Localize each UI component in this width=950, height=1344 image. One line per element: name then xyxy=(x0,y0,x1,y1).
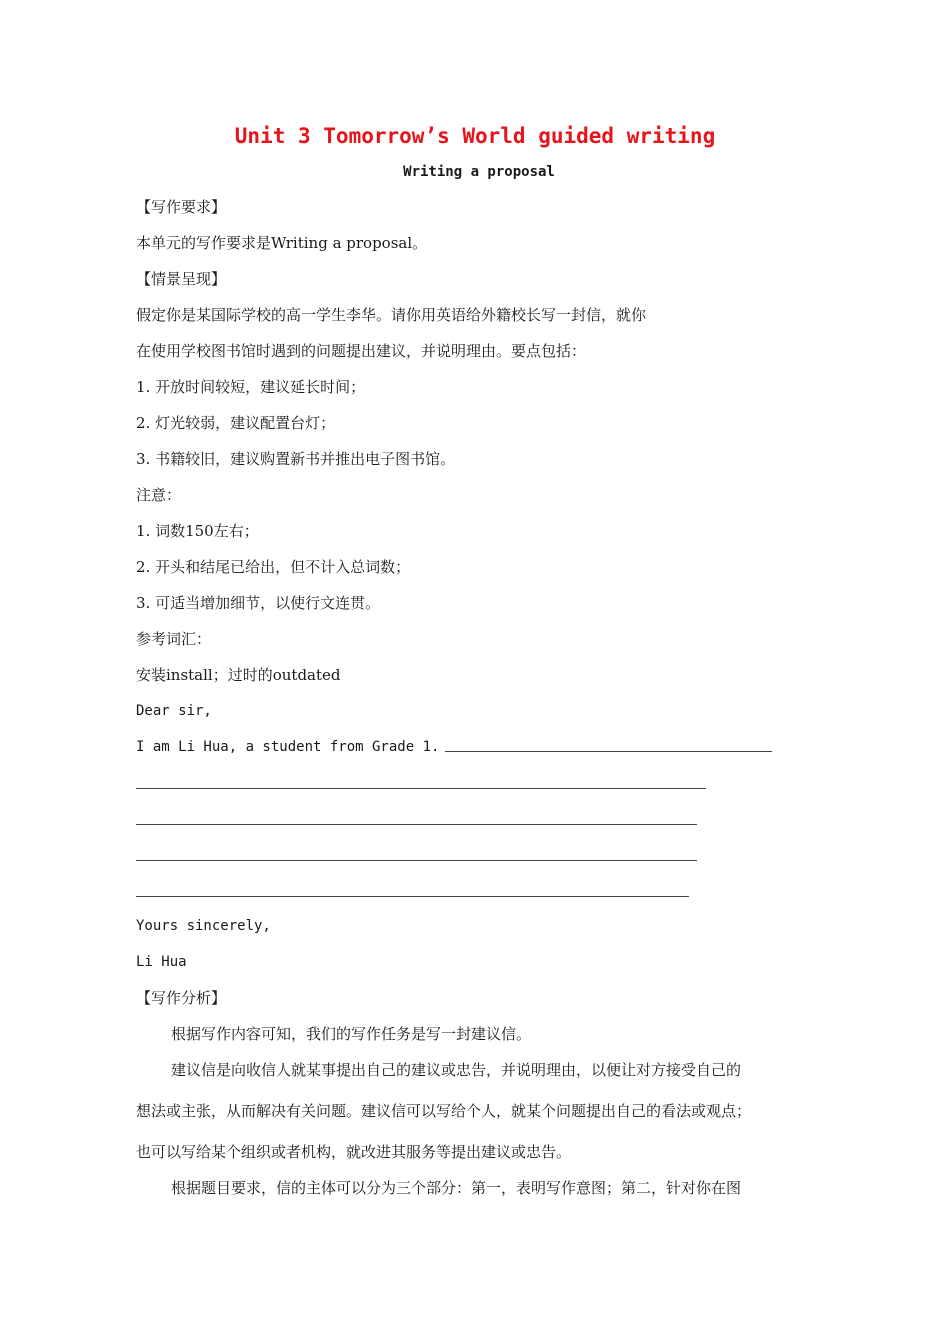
answer-blank-line[interactable] xyxy=(136,824,697,825)
letter-closing: Yours sincerely, xyxy=(136,918,271,934)
letter-opening: I am Li Hua, a student from Grade 1. xyxy=(136,739,440,755)
answer-blank-line[interactable] xyxy=(136,860,697,861)
point-item: 2. 灯光较弱，建议配置台灯； xyxy=(136,414,336,432)
point-item: 1. 开放时间较短，建议延长时间； xyxy=(136,378,366,396)
point-item: 3. 书籍较旧，建议购置新书并推出电子图书馆。 xyxy=(136,450,456,468)
analysis-paragraph-line: 也可以写给某个组织或者机构，就改进其服务等提出建议或忠告。 xyxy=(136,1143,572,1161)
letter-signature: Li Hua xyxy=(136,954,187,970)
requirement-text: 本单元的写作要求是Writing a proposal。 xyxy=(136,234,428,252)
note-item: 1. 词数150左右； xyxy=(136,522,259,540)
scenario-text-line: 假定你是某国际学校的高一学生李华。请你用英语给外籍校长写一封信，就你 xyxy=(136,306,647,324)
scenario-text-line: 在使用学校图书馆时遇到的问题提出建议，并说明理由。要点包括： xyxy=(136,342,587,360)
note-heading: 注意： xyxy=(136,486,182,504)
analysis-paragraph-line: 想法或主张，从而解决有关问题。建议信可以写给个人，就某个问题提出自己的看法或观点； xyxy=(136,1102,752,1120)
vocabulary-line: 安装install；过时的outdated xyxy=(136,666,341,684)
letter-salutation: Dear sir, xyxy=(136,703,212,719)
analysis-paragraph: 根据写作内容可知，我们的写作任务是写一封建议信。 xyxy=(171,1025,532,1043)
vocabulary-heading: 参考词汇： xyxy=(136,630,212,648)
answer-blank-line[interactable] xyxy=(136,788,706,789)
answer-blank-line[interactable] xyxy=(136,896,689,897)
answer-blank-line[interactable] xyxy=(445,751,772,752)
note-item: 3. 可适当增加细节，以使行文连贯。 xyxy=(136,594,381,612)
analysis-heading: 【写作分析】 xyxy=(136,989,227,1007)
analysis-paragraph: 根据题目要求，信的主体可以分为三个部分：第一，表明写作意图；第二，针对你在图 xyxy=(171,1179,742,1197)
scenario-heading: 【情景呈现】 xyxy=(136,270,227,288)
requirement-heading: 【写作要求】 xyxy=(136,198,227,216)
document-title: Unit 3 Tomorrow’s World guided writing xyxy=(234,124,716,148)
note-item: 2. 开头和结尾已给出，但不计入总词数； xyxy=(136,558,411,576)
document-subtitle: Writing a proposal xyxy=(403,164,555,180)
analysis-paragraph: 建议信是向收信人就某事提出自己的建议或忠告，并说明理由，以便让对方接受自己的 xyxy=(171,1061,742,1079)
